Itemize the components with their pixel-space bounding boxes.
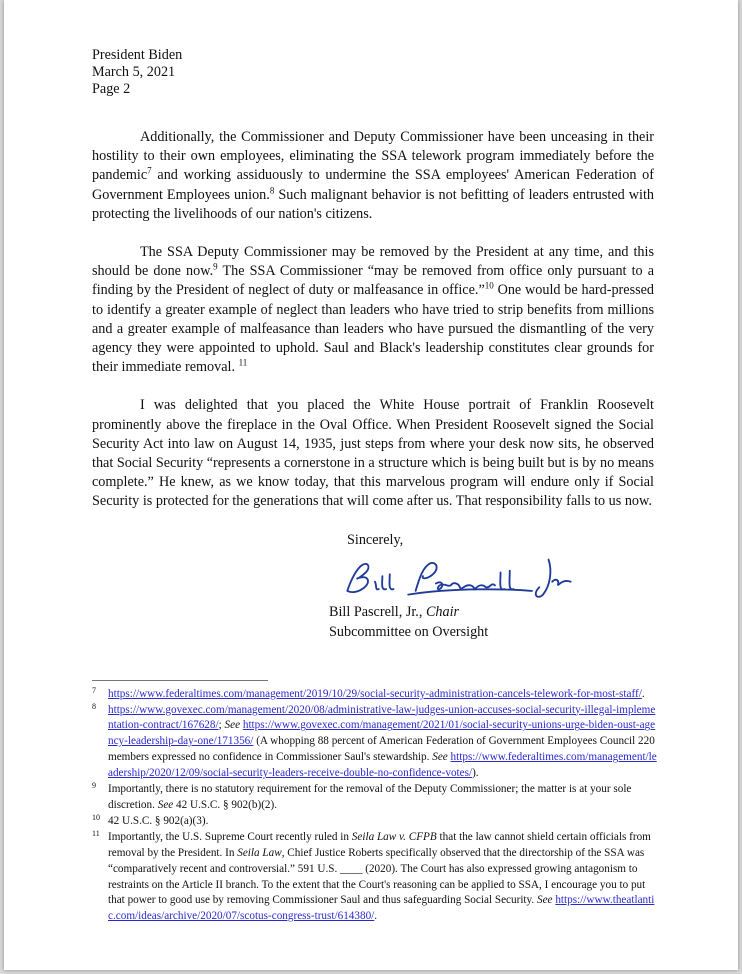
closing: Sincerely, [347,531,404,548]
footnote-ref: 8 [269,184,275,195]
letter-page [4,0,738,970]
footnote-link[interactable]: https://www.govexec.com/management/2020/08/administrative-law-judges-union-accuses-social-security-illegal-implementation-contract/167628/ [108,703,656,732]
footnote-11: 11 Importantly, the U.S. Supreme Court recently ruled in Seila Law v. CFPB that the law cannot shield certain officials from removal by the President. In Seila Law, Chief Justice Roberts specifically observed that the directorship of the SSA was “comparatively recent and controversial.” 591 U.S. ____ (2020). The Court has also expressed growing antagonism to restraints on the Article II branch. To the extent that the Court's reasoning can be applied to SSA, I encourage you to put that power to good use by removing Commissioner Saul and thus safeguarding Social Security. See https://www.theatlantic.com/ideas/archive/2020/07/scotus-congress-trust/614380/. [92,828,655,923]
footnote-link[interactable]: https://www.federaltimes.com/management/leadership/2020/12/09/social-security-leaders-receive-double-no-confidence-votes/ [108,751,657,780]
signer-committee: Subcommittee on Oversight [329,623,489,640]
signer-title: Chair [425,603,460,620]
footnote-link[interactable]: https://www.theatlantic.com/ideas/archive/2020/07/scotus-congress-trust/614380/ [108,894,655,923]
footnote-link[interactable]: https://www.govexec.com/management/2021/01/social-security-unions-urge-biden-oust-agency-leadership-day-one/171356/ [108,719,656,748]
footnote-link[interactable]: https://www.federaltimes.com/management/2019/10/29/social-security-administration-cancels-telework-for-most-staff/ [108,687,642,700]
page-number: Page 2 [92,81,131,97]
footnote-ref: 11 [238,357,248,368]
paragraph-1: Additionally, the Commissioner and Deputy Commissioner have been unceasing in their hostility to their own employees, eliminating the SSA telework program immediately before the pandemic$^7$ and working assiduously to undermine the SSA employees' American Federation of Government Employees union.$^8$ Such malignant behavior is not befitting of leaders entrusted with protecting the livelihoods of our nation's citizens. [92,129,654,222]
paragraph-3: I was delighted that you placed the White House portrait of Franklin Roosevelt prominently above the fireplace in the Oval Office. When President Roosevelt signed the Social Security Act into law on August 14, 1935, just steps from where your desk now sits, he observed that Social Security “represents a cornerstone in a structure which is being built but is by no means complete.” He knew, as we know today, that this marvelous program will endure only if Social Security is protected for the generations that will come after us. That responsibility falls to us now. [92,397,654,510]
signer-name: Bill Pascrell, Jr., [329,603,426,620]
footnote-ref: 7 [147,165,152,176]
footnote-10: 10 42 U.S.C. § 902(a)(3). [92,812,209,827]
paragraph-2: The SSA Deputy Commissioner may be removed by the President at any time, and this should be done now.$^9$ The SSA Commissioner “may be removed from office only pursuant to a finding by the President of neglect of duty or malfeasance in office.”$^{10}$ One would be hard-pressed to identify a greater example of neglect than leaders who have tried to strip benefits from millions and a greater example of malfeasance than leaders who have pursued the dismantling of the very agency they were appointed to uphold. Saul and Black's leadership constitutes clear grounds for their immediate removal. $^{11}$ [92,244,654,376]
signature [324,554,594,602]
letter-header [92,47,738,98]
date: March 5, 2021 [92,64,176,80]
footnote-9: 9 Importantly, there is no statutory requirement for the removal of the Deputy Commissioner; the matter is at your sole discretion. See 42 U.S.C. § 902(b)(2). [92,781,632,811]
recipient: President Biden [92,47,183,63]
footnote-8: 8 https://www.govexec.com/management/2020/08/administrative-law-judges-union-accuses-social-security-illegal-implementation-contract/167628/; See https://www.govexec.com/management/2021/01/social-security-unions-urge-biden-oust-agency-leadership-day-one/171356/ (A whopping 88 percent of American Federation of Government Employees Council 220 members expressed no confidence in Commissioner Saul's stewardship. See https://www.federaltimes.com/management/leadership/2020/12/09/social-security-leaders-receive-double-no-confidence-votes/). [92,701,657,780]
footnote-ref: 9 [213,261,218,272]
signer-block [329,602,738,642]
letter-body [92,128,654,512]
footnote-7: 7 https://www.federaltimes.com/management/2019/10/29/social-security-administration-cancels-telework-for-most-staff/. [92,685,645,700]
footnote-divider [92,680,268,681]
footnote-ref: 10 [484,280,494,291]
footnotes [92,687,660,926]
